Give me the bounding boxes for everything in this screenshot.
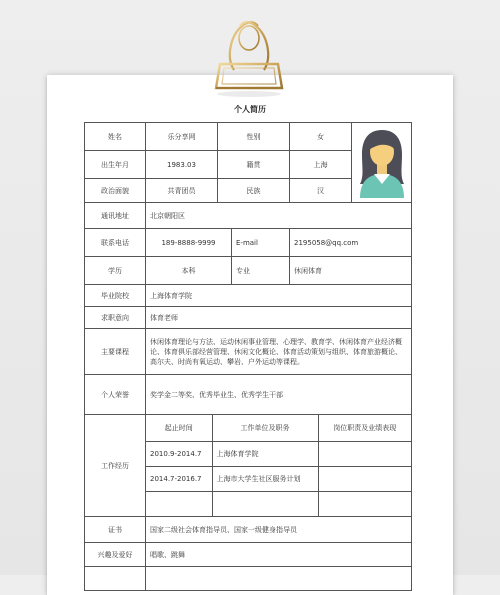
school-label: 毕业院校 (85, 285, 146, 307)
political-label: 政治面貌 (85, 179, 146, 203)
work-unit (212, 491, 318, 516)
edu-label: 学历 (85, 257, 146, 285)
school-value: 上海体育学院 (146, 285, 412, 307)
work-header-unit: 工作单位及职务 (212, 415, 318, 441)
origin-value: 上海 (290, 151, 352, 179)
origin-label: 籍贯 (218, 151, 290, 179)
address-label: 通讯地址 (85, 203, 146, 229)
ethnic-label: 民族 (218, 179, 290, 203)
work-unit: 上海体育学院 (212, 441, 318, 466)
email-value: 2195058@qq.com (290, 229, 412, 257)
gender-value: 女 (290, 123, 352, 151)
work-unit: 上海市大学生社区服务计划 (212, 466, 318, 491)
address-value: 北京朝阳区 (146, 203, 412, 229)
name-value: 乐分享网 (146, 123, 218, 151)
intent-value: 体育老师 (146, 307, 412, 329)
name-label: 姓名 (85, 123, 146, 151)
major-label: 专业 (232, 257, 290, 285)
binder-clip-icon (212, 18, 286, 102)
work-period (146, 491, 212, 516)
work-table (146, 415, 411, 516)
courses-label: 主要课程 (85, 329, 146, 375)
resume-table (84, 122, 412, 591)
work-header-period: 起止时间 (146, 415, 212, 441)
edu-value: 本科 (146, 257, 232, 285)
work-section (146, 415, 412, 517)
page-title: 个人简历 (234, 105, 266, 114)
work-duty (318, 466, 411, 491)
gender-label: 性别 (218, 123, 290, 151)
cert-value: 国家二级社会体育指导员、国家一级健身指导员 (146, 517, 412, 543)
avatar-icon (352, 124, 412, 198)
work-period: 2014.7-2016.7 (146, 466, 212, 491)
birth-label: 出生年月 (85, 151, 146, 179)
hobby-label: 兴趣及爱好 (85, 543, 146, 567)
ethnic-value: 汉 (290, 179, 352, 203)
phone-label: 联系电话 (85, 229, 146, 257)
work-duty (318, 441, 411, 466)
work-duty (318, 491, 411, 516)
honors-value: 奖学金二等奖、优秀毕业生、优秀学生干部 (146, 375, 412, 415)
political-value: 共青团员 (146, 179, 218, 203)
work-label: 工作经历 (85, 415, 146, 517)
honors-label: 个人荣誉 (85, 375, 146, 415)
courses-value: 休闲体育理论与方法、运动休闲事业管理、心理学、教育学、休闲体育产业经济概论、体育俱乐部经营管理、休闲文化概论、体育活动策划与组织、体育旅游概论、高尔夫、时尚有氧运动、攀岩、户外运动等课程。 (146, 329, 412, 375)
email-label: E-mail (232, 229, 290, 257)
extra-value (146, 567, 412, 591)
birth-value: 1983.03 (146, 151, 218, 179)
intent-label: 求职意向 (85, 307, 146, 329)
work-header-duty: 岗位职责及业绩表现 (318, 415, 411, 441)
photo-cell (352, 123, 412, 203)
hobby-value: 唱歌、跳舞 (146, 543, 412, 567)
extra-label (85, 567, 146, 591)
major-value: 休闲体育 (290, 257, 412, 285)
work-period: 2010.9-2014.7 (146, 441, 212, 466)
phone-value: 189-8888-9999 (146, 229, 232, 257)
cert-label: 证书 (85, 517, 146, 543)
